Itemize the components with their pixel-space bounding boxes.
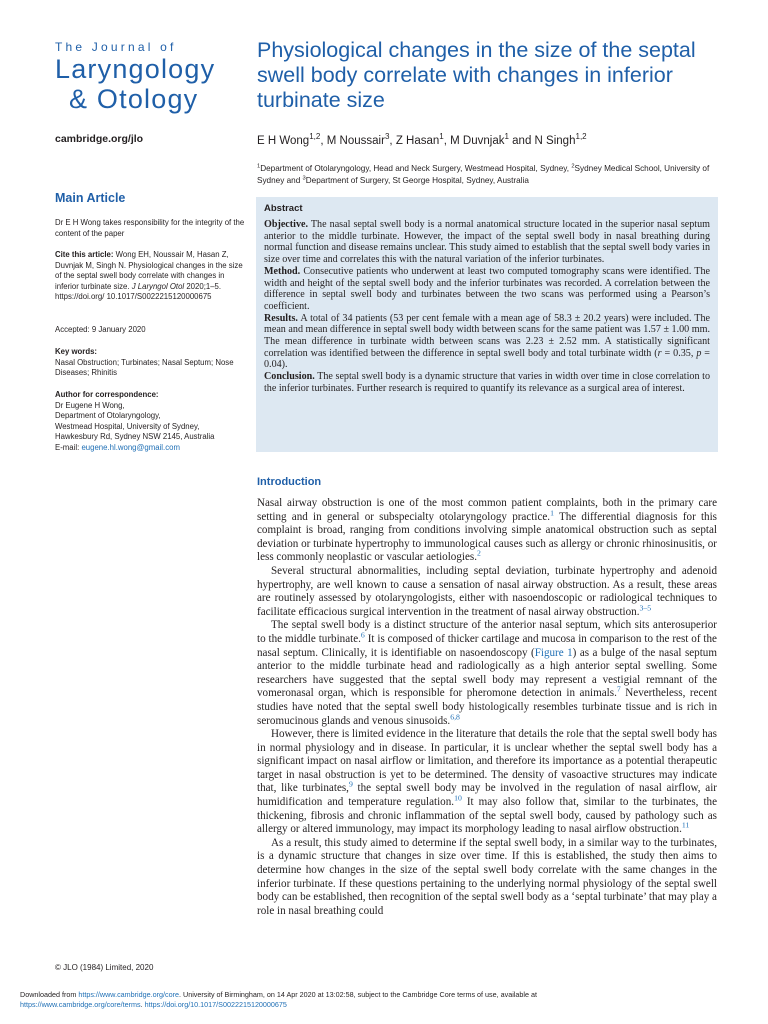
journal-site-link[interactable]: cambridge.org/jlo: [55, 133, 144, 145]
section-heading-introduction: Introduction: [257, 476, 322, 488]
reference-link[interactable]: 6,8: [450, 711, 460, 721]
reference-link[interactable]: 7: [616, 684, 621, 694]
abstract-method: Method. Consecutive patients who underwent at least two computed tomography scans were identified. The width and height of the septal swell body and the inferior turbinates was recorded. A correlation between the difference in septal swell body and turbinates between the two scans was performed using a Pearson’s coefficient.: [264, 265, 710, 312]
author-list: [257, 132, 727, 147]
author-name: N Singh: [534, 135, 576, 147]
reference-link[interactable]: 2: [476, 548, 481, 558]
reference-link[interactable]: 10: [454, 793, 462, 803]
citation-block: Cite this article: Wong EH, Noussair M, Hasan Z, Duvnjak M, Singh N. Physiological changes in the size of the septal swell body correlate with changes in inferior turbinate size. J Laryngol Otol 2020;1–5. https://doi.org/ 10.1017/S0022215120000675: [55, 250, 243, 302]
reference-link[interactable]: 9: [348, 779, 353, 789]
author-name: Z Hasan: [395, 135, 440, 147]
journal-logo-line2: Laryngology: [55, 54, 216, 84]
reference-link[interactable]: 6: [360, 630, 365, 640]
citation-doi-link[interactable]: 2020;1–5. https://doi.org/ 10.1017/S0022215120000675: [55, 281, 222, 302]
cambridge-core-link[interactable]: https://www.cambridge.org/core: [78, 990, 180, 999]
doi-link[interactable]: https://doi.org/10.1017/S0022215120000675: [144, 1000, 287, 1009]
author-separator: ,: [320, 135, 327, 147]
author-affiliation: 1: [504, 132, 509, 142]
abstract-conclusion: Conclusion. The septal swell body is a dynamic structure that varies in width over time in close correlation to the inferior turbinates. Further research is required to quantify its relevance as a surgical area of interest.: [264, 371, 710, 394]
correspondence-block: Author for correspondence: Dr Eugene H Wong, Department of Otolaryngology, Westmead Hospital, University of Sydney, Hawkesbury Rd, Sydney NSW 2145, Australia E-mail: eugene.hl.wong@gmail.com: [55, 390, 215, 452]
abstract-heading: Abstract: [264, 203, 303, 214]
reference-link[interactable]: 3–5: [639, 603, 652, 613]
author-name: E H Wong: [257, 135, 310, 147]
author-affiliation: 1,2: [309, 132, 321, 142]
author-separator: and: [508, 135, 535, 147]
paragraph: However, there is limited evidence in the literature that details the role that the septal swell body has in normal physiology and in disease. In particular, it is unclear whether the septal swell body has a significant impact on nasal airflow or limitation, and therefore its importance as a potential therapeutic target in nasal obstruction is yet to be determined. The density of vasoactive structures may indicate that, like turbinates,$^9$ the septal swell body may be involved in the regulation of nasal airflow, air humidification and temperature regulation.$^{10}$ It may also follow that, similar to the turbinates, the thickening, fibrosis and chronic inflammation of the septal swell body, caused by pathology such as allergy or altered immunology, may impact its morphology leading to nasal airflow obstruction.$^{11}$: [257, 728, 717, 836]
article-title: Physiological changes in the size of the septal swell body correlate with changes in inferior turbinate size: [257, 38, 696, 112]
journal-logo-line1: The Journal of: [55, 40, 177, 54]
email-link[interactable]: eugene.hl.wong@gmail.com: [81, 442, 180, 452]
author-name: M Duvnjak: [450, 135, 505, 147]
responsibility-note: Dr E H Wong takes responsibility for the integrity of the content of the paper: [55, 218, 245, 238]
figure-link[interactable]: Figure 1: [534, 646, 573, 659]
download-footer: Downloaded from https://www.cambridge.org/core. University of Birmingham, on 14 Apr 2020 at 13:02:58, subject to the Cambridge Core terms of use, available at https://www.cambridge.org/core/terms. https://doi.org/10.1017/S0022215120000675: [20, 990, 537, 1009]
journal-logo: [55, 40, 245, 114]
abstract-results: Results. A total of 34 patients (53 per cent female with a mean age of 58.3 ± 20.2 years) were included. The mean and mean difference in septal swell body width between scans for the same patient was 1.57 ± 1.00 mm. The mean difference in turbinate width between scans was 2.23 ± 2.52 mm. A statistically significant correlation was identified between the difference in septal swell body and total turbinate width (r = 0.35, p = 0.04).: [264, 312, 710, 371]
article-body: [257, 497, 717, 918]
author-affiliation: 1: [439, 132, 444, 142]
article-type-heading: Main Article: [55, 191, 126, 205]
keywords-block: Key words: Nasal Obstruction; Turbinates; Nasal Septum; Nose Diseases; Rhinitis: [55, 347, 234, 378]
author-name: M Noussair: [326, 135, 385, 147]
paragraph: Nasal airway obstruction is one of the most common patient complaints, both in the primary care setting and in general or subspecialty otolaryngology practice.$^1$ The differential diagnosis for this complaint is broad, ranging from conditions involving simple anatomical obstruction such as septal deviation or turbinate hypertrophy to immunological causes such as allergy or chronic rhinosinusitis, or less commonly neoplastic or vascular aetiologies.$^2$: [257, 497, 718, 564]
affiliations: $^1$Department of Otolaryngology, Head and Neck Surgery, Westmead Hospital, Sydney, $^2$Sydney Medical School, University of Sydney and $^3$Department of Surgery, St George Hospital, Sydney, Australia: [257, 163, 710, 185]
terms-link[interactable]: https://www.cambridge.org/core/terms: [20, 1000, 141, 1009]
paragraph: As a result, this study aimed to determine if the septal swell body, in a similar way to the turbinates, is a dynamic structure that changes in size over time. If this is established, the study then aims to determine how changes in the size of the septal swell body correlate with the same changes in the inferior turbinate. If these questions pertaining to the underlying normal physiology of the septal swell body can be established, then recognition of the septal swell body as a ‘septal turbinate’ that may play a role in nasal breathing could: [257, 836, 717, 917]
author-separator: ,: [389, 135, 396, 147]
paragraph: Several structural abnormalities, including septal deviation, turbinate hypertrophy and adenoid hypertrophy, are well known to cause a sensation of nasal airway obstruction. As a result, these areas are routinely assessed by otolaryngologists, either with nasoendoscopic or radiological techniques to facilitate efficacious surgical intervention in the treatment of nasal airway obstruction.$^{3-5}$: [257, 564, 717, 618]
abstract-box: [256, 197, 718, 452]
reference-link[interactable]: 11: [681, 820, 690, 830]
journal-logo-line3: & Otology: [69, 84, 199, 114]
copyright: © JLO (1984) Limited, 2020: [55, 963, 154, 972]
author-affiliation: 1,2: [575, 132, 587, 142]
author-affiliation: 3: [384, 132, 390, 142]
paragraph: The septal swell body is a distinct structure of the anterior nasal septum, which sits anterosuperior to the middle turbinate.$^6$ It is composed of thicker cartilage and mucosa in comparison to the rest of the nasal septum. Clinically, it is identifiable on nasoendoscopy (Figure 1) as a bulge of the nasal septum anterior to the middle turbinate head and radiologically as a high anterior septal swelling. Some researchers have suggested that the septal swell body may represent a vestigial remnant of the vomeronasal organ, which is responsible for pheromone detection in animals.$^7$ Nevertheless, recent studies have noted that the septal swell body histologically resembles turbinate tissue and is rich in seromucinous glands and venous sinusoids.$^{6,8}$: [257, 619, 717, 727]
accepted-date: Accepted: 9 January 2020: [55, 325, 146, 334]
abstract-objective: Objective. The nasal septal swell body is a normal anatomical structure located in the superior nasal septum anterior to the middle turbinate. However, the impact of the septal swell body in nasal breathing during normal function and disease remains unclear. This study aimed to establish that the septal swell body varies in size over time and correlates this with the natural variation of the inferior turbinates.: [264, 219, 710, 266]
reference-link[interactable]: 1: [550, 507, 554, 517]
author-separator: ,: [443, 135, 451, 147]
